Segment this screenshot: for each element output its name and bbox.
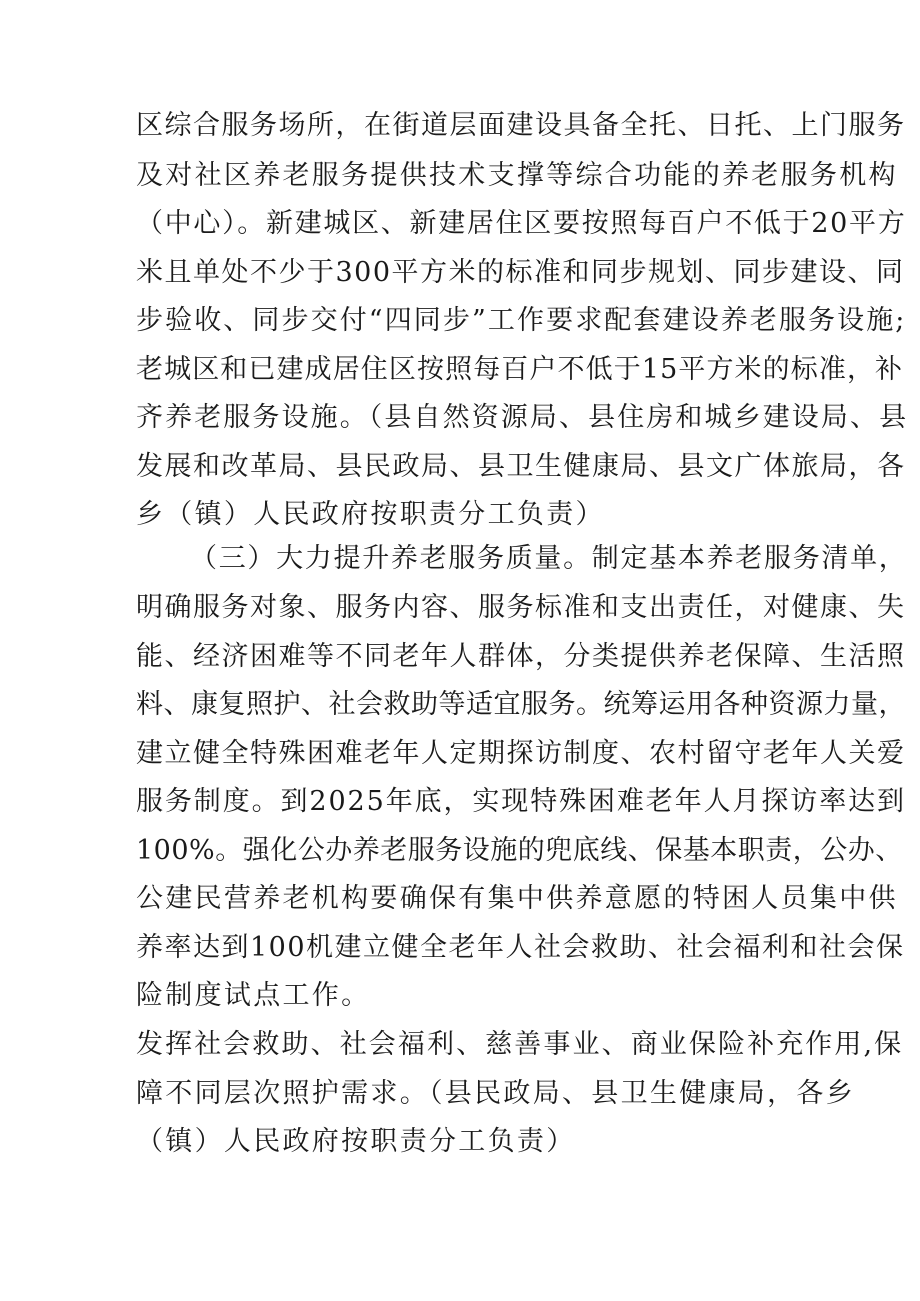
text-line: 险制度试点工作。 (136, 980, 371, 1011)
text-line: 老城区和已建成居住区按照每百户不低于15平方米的标准，补 (136, 354, 904, 385)
text-line: 区综合服务场所，在街道层面建设具备全托、日托、上门服务 (136, 110, 906, 141)
text-line: 服务制度。到2025年底，实现特殊困难老年人月探访率达到 (136, 786, 906, 817)
text-line: 发挥社会救助、社会福利、慈善事业、商业保险补充作用,保 (136, 1029, 904, 1060)
text-line: 发展和改革局、县民政局、县卫生健康局、县文广体旅局，各 (136, 451, 906, 482)
text-line: 障不同层次照护需求。（县民政局、县卫生健康局，各乡 (136, 1078, 855, 1109)
text-line: （中心）。新建城区、新建居住区要按照每百户不低于20平方 (136, 208, 907, 239)
text-line: 齐养老服务设施。（县自然资源局、县住房和城乡建设局、县 (136, 402, 909, 433)
text-line: 及对社区养老服务提供技术支撑等综合功能的养老服务机构 (136, 160, 898, 191)
text-line: 米且单处不少于300平方米的标准和同步规划、同步建设、同 (136, 257, 905, 288)
text-line: 能、经济困难等不同老年人群体，分类提供养老保障、生活照 (136, 641, 906, 672)
text-line: 养率达到100机建立健全老年人社会救助、社会福利和社会保 (136, 932, 905, 963)
text-line: 公建民营养老机构要确保有集中供养意愿的特困人员集中供 (136, 883, 898, 914)
text-line: 步验收、同步交付“四同步”工作要求配套建设养老服务设施; (136, 305, 907, 336)
section-heading-line: （三）大力提升养老服务质量。制定基本养老服务清单， (190, 543, 908, 574)
text-line: 料、康复照护、社会救助等适宜服务。统筹运用各种资源力量， (136, 689, 906, 720)
text-line: 乡（镇）人民政府按职责分工负责） (136, 499, 605, 530)
text-line: 明确服务对象、服务内容、服务标准和支出责任，对健康、失 (136, 592, 906, 623)
text-line: 100%。强化公办养老服务设施的兜底线、保基本职责，公办、 (136, 835, 903, 866)
text-line: （镇）人民政府按职责分工负责） (136, 1126, 576, 1157)
text-line: 建立健全特殊困难老年人定期探访制度、农村留守老年人关爱 (136, 738, 906, 769)
